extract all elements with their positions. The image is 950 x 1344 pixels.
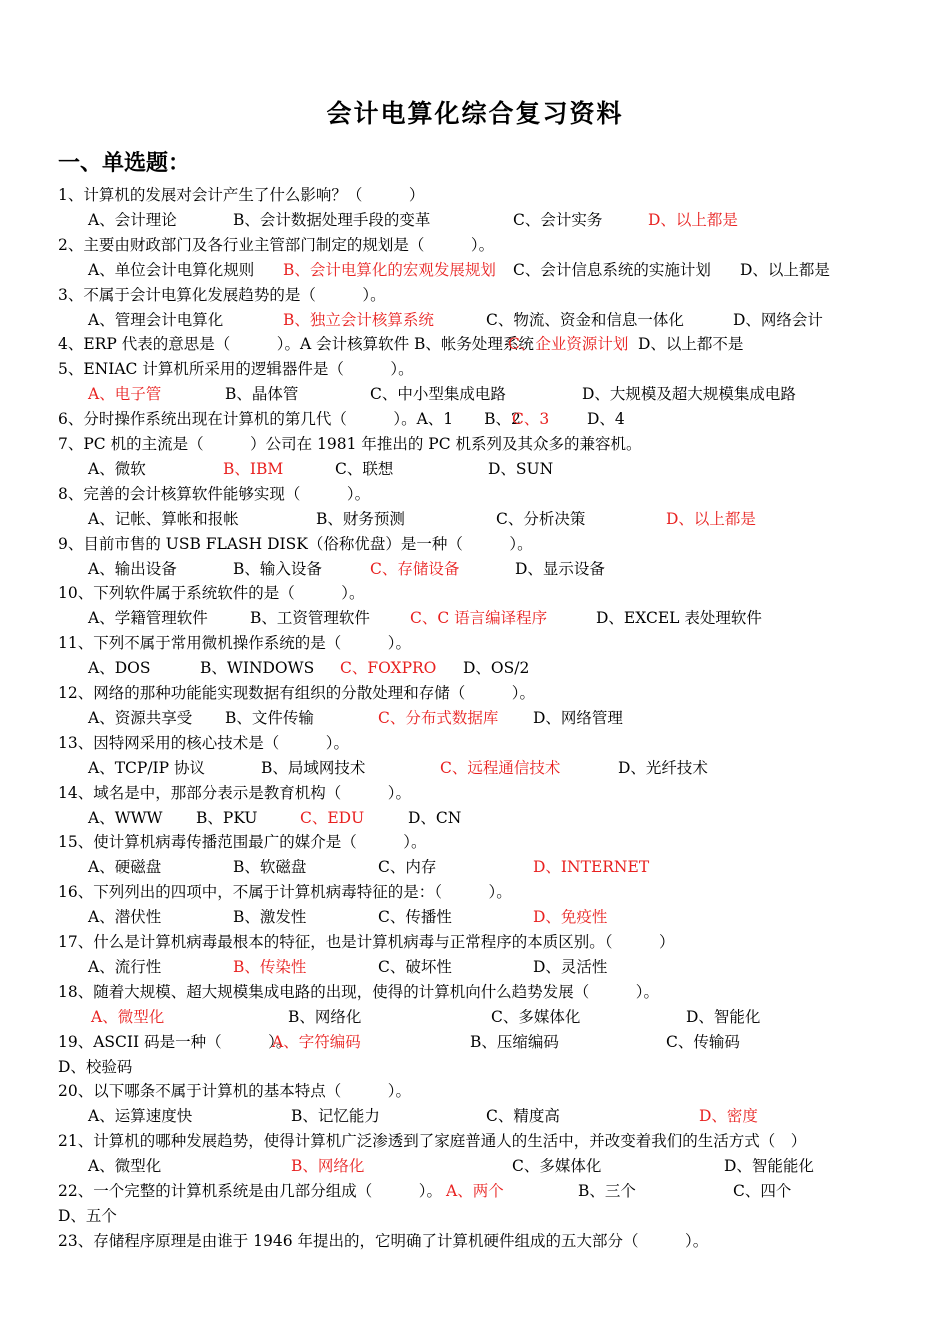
option: B、压缩编码: [470, 1033, 559, 1051]
option: B、记忆能力: [291, 1107, 380, 1125]
option: D、SUN: [488, 460, 554, 478]
option: C、会计实务: [513, 211, 603, 229]
answer-option: A、电子管: [88, 385, 162, 403]
option: A、流行性: [88, 958, 162, 976]
option: B、软磁盘: [233, 858, 307, 876]
option: D、大规模及超大规模集成电路: [582, 385, 796, 403]
option: C、破坏性: [378, 958, 452, 976]
option: A、TCP/IP 协议: [88, 759, 206, 777]
question-text: 19、ASCII 码是一种（ ）。: [58, 1033, 292, 1051]
answer-option: C、3: [512, 410, 550, 428]
answer-option: D、INTERNET: [533, 858, 650, 876]
option: B、财务预测: [316, 510, 405, 528]
option: D、网络管理: [533, 709, 623, 727]
option: C、精度高: [486, 1107, 560, 1125]
answer-option: B、网络化: [291, 1157, 365, 1175]
option: D、CN: [408, 809, 462, 827]
question-text: 15、使计算机病毒传播范围最广的媒介是（ ）。: [58, 833, 427, 851]
option: D、网络会计: [733, 311, 823, 329]
question-text: 8、完善的会计核算软件能够实现（ ）。: [58, 485, 371, 503]
option: D、校验码: [58, 1058, 133, 1076]
option: D、灵活性: [533, 958, 608, 976]
option: A、微型化: [88, 1157, 162, 1175]
option: A、输出设备: [88, 560, 177, 578]
question-text: 4、ERP 代表的意思是（ ）。A 会计核算软件 B、帐务处理系统: [58, 335, 534, 353]
answer-option: A、微型化: [91, 1008, 165, 1026]
answer-option: A、两个: [446, 1182, 504, 1200]
option: B、激发性: [233, 908, 307, 926]
option: D、显示设备: [515, 560, 605, 578]
question-text: 12、网络的那种功能能实现数据有组织的分散处理和存储（ ）。: [58, 684, 535, 702]
question-text: 7、PC 机的主流是（ ）公司在 1981 年推出的 PC 机系列及其众多的兼容机。: [58, 435, 642, 453]
option: B、网络化: [288, 1008, 362, 1026]
option: B、局域网技术: [261, 759, 366, 777]
answer-option: D、以上都是: [648, 211, 738, 229]
option: C、会计信息系统的实施计划: [513, 261, 711, 279]
option: A、DOS: [88, 659, 151, 677]
option: C、分析决策: [496, 510, 586, 528]
option: C、多媒体化: [512, 1157, 602, 1175]
answer-option: D、密度: [699, 1107, 758, 1125]
question-text: 1、计算机的发展对会计产生了什么影响？（ ）: [58, 186, 425, 204]
answer-option: B、会计电算化的宏观发展规划: [283, 261, 496, 279]
answer-option: C、C 语言编译程序: [410, 609, 548, 627]
answer-option: B、独立会计核算系统: [283, 311, 434, 329]
option: C、联想: [335, 460, 394, 478]
option: A、单位会计电算化规则: [88, 261, 255, 279]
option: C、多媒体化: [491, 1008, 581, 1026]
option: B、晶体管: [225, 385, 299, 403]
question-text: 14、域名是中，那部分表示是教育机构（ ）。: [58, 784, 411, 802]
answer-option: B、IBM: [223, 460, 284, 478]
question-text: 17、什么是计算机病毒最根本的特征，也是计算机病毒与正常程序的本质区别。（ ）: [58, 933, 675, 951]
option: A、会计理论: [88, 211, 177, 229]
option: B、工资管理软件: [250, 609, 370, 627]
option: B、会计数据处理手段的变革: [233, 211, 431, 229]
option: B、文件传输: [225, 709, 314, 727]
option: A、运算速度快: [88, 1107, 193, 1125]
answer-option: C、远程通信技术: [440, 759, 561, 777]
question-text: 21、计算机的哪种发展趋势，使得计算机广泛渗透到了家庭普通人的生活中，并改变着我们的生活方式（ ）: [58, 1132, 807, 1150]
question-text: 3、不属于会计电算化发展趋势的是（ ）。: [58, 286, 386, 304]
question-text: 10、下列软件属于系统软件的是（ ）。: [58, 584, 365, 602]
option: D、智能化: [686, 1008, 761, 1026]
answer-option: C、FOXPRO: [340, 659, 437, 677]
question-text: 11、下列不属于常用微机操作系统的是（ ）。: [58, 634, 411, 652]
answer-option: C、存储设备: [370, 560, 460, 578]
option: C、四个: [733, 1182, 792, 1200]
option: A、硬磁盘: [88, 858, 162, 876]
option: C、物流、资金和信息一体化: [486, 311, 684, 329]
option: D、以上都是: [740, 261, 830, 279]
option: B、WINDOWS: [200, 659, 315, 677]
question-text: 13、因特网采用的核心技术是（ ）。: [58, 734, 349, 752]
option: C、传播性: [378, 908, 452, 926]
question-text: 5、ENIAC 计算机所采用的逻辑器件是（ ）。: [58, 360, 414, 378]
option: D、五个: [58, 1207, 117, 1225]
option: D、4: [587, 410, 625, 428]
answer-option: C、分布式数据库: [378, 709, 499, 727]
question-text: 9、目前市售的 USB FLASH DISK（俗称优盘）是一种（ ）。: [58, 535, 533, 553]
option: C、中小型集成电路: [370, 385, 506, 403]
option: B、PKU: [196, 809, 258, 827]
option: D、EXCEL 表处理软件: [596, 609, 762, 627]
section-heading: 一、单选题：: [58, 151, 191, 176]
option: B、输入设备: [233, 560, 322, 578]
question-text: 16、下列列出的四项中，不属于计算机病毒特征的是：（ ）。: [58, 883, 512, 901]
answer-option: B、传染性: [233, 958, 307, 976]
option: A、管理会计电算化: [88, 311, 224, 329]
option: A、潜伏性: [88, 908, 162, 926]
question-text: 6、分时操作系统出现在计算机的第几代（ ）。A、1 B、2: [58, 410, 521, 428]
answer-option: D、免疫性: [533, 908, 608, 926]
question-text: 23、存储程序原理是由谁于 1946 年提出的，它明确了计算机硬件组成的五大部分（ ）。: [58, 1232, 709, 1250]
option: C、内存: [378, 858, 437, 876]
option: D、以上都不是: [638, 335, 744, 353]
option: A、资源共享受: [88, 709, 193, 727]
option: A、WWW: [88, 809, 163, 827]
answer-option: C、EDU: [300, 809, 365, 827]
question-text: 2、主要由财政部门及各行业主管部门制定的规划是（ ）。: [58, 236, 495, 254]
answer-option: C、企业资源计划: [508, 335, 629, 353]
document-title: 会计电算化综合复习资料: [326, 99, 624, 128]
option: D、光纤技术: [618, 759, 708, 777]
option: D、智能能化: [724, 1157, 814, 1175]
answer-option: A、字符编码: [272, 1033, 361, 1051]
option: D、OS/2: [463, 659, 530, 677]
option: C、传输码: [666, 1033, 740, 1051]
option: A、学籍管理软件: [88, 609, 208, 627]
option: A、记帐、算帐和报帐: [88, 510, 239, 528]
question-text: 22、一个完整的计算机系统是由几部分组成（ ）。: [58, 1182, 442, 1200]
question-text: 20、以下哪条不属于计算机的基本特点（ ）。: [58, 1082, 411, 1100]
option: B、三个: [578, 1182, 636, 1200]
question-text: 18、随着大规模、超大规模集成电路的出现，使得的计算机向什么趋势发展（ ）。: [58, 983, 659, 1001]
answer-option: D、以上都是: [666, 510, 756, 528]
option: A、微软: [88, 460, 146, 478]
